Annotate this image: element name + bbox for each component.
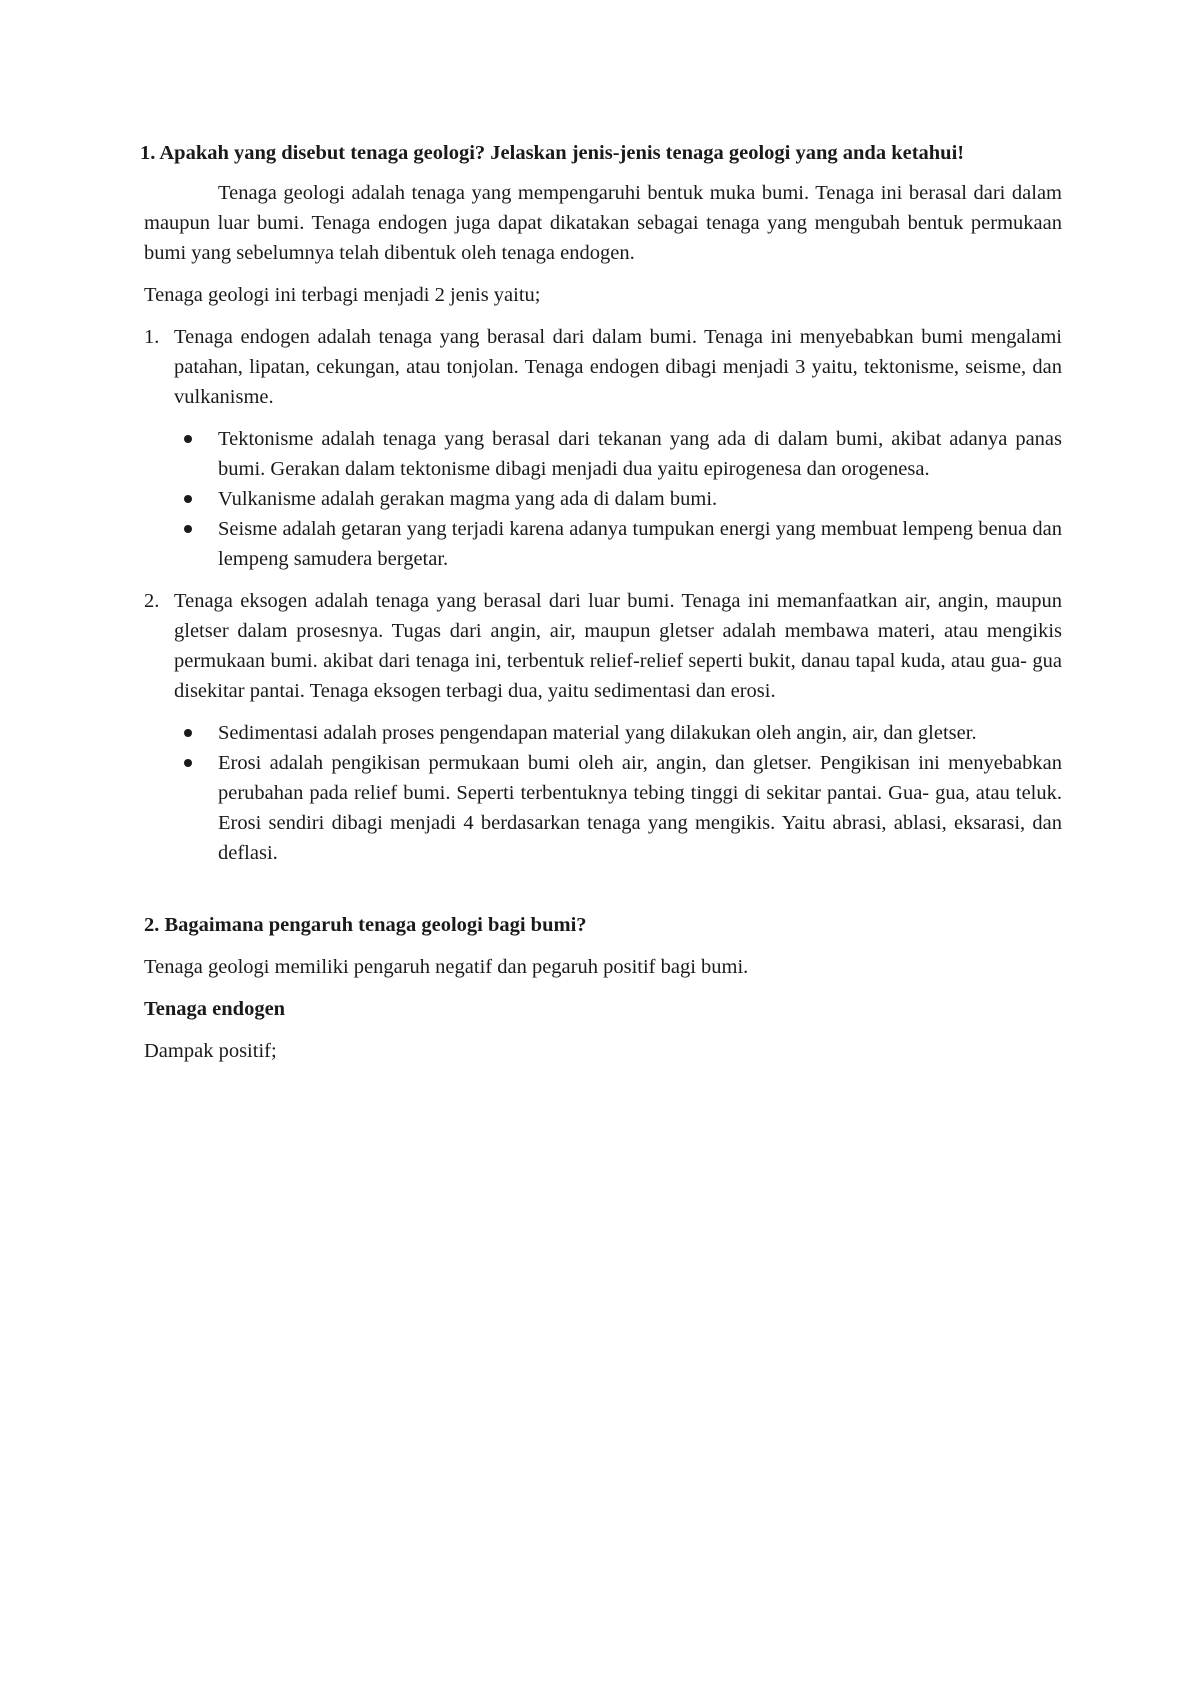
list-number: 1. [144,326,160,348]
section-spacer [144,880,1062,910]
list-item-eksogen [144,586,1062,868]
bullet-item [218,424,1062,484]
endogen-bullets [174,424,1062,574]
bullet-text: Seisme adalah getaran yang terjadi karena adanya tumpukan energi yang membuat lempeng benua dan lempeng samudera bergetar. [218,518,1062,570]
question-2-title: 2. Bagaimana pengaruh tenaga geologi bagi bumi? [144,914,587,936]
bullet-icon [184,525,192,533]
subheading-endogen: Tenaga endogen [144,998,286,1020]
list-item-endogen [144,322,1062,574]
bullet-text: Erosi adalah pengikisan permukaan bumi oleh air, angin, dan gletser. Pengikisan ini menyebabkan perubahan pada relief bumi. Seperti terbentuknya tebing tinggi di sekitar pantai. Gua- gua, atau teluk. Erosi sendiri dibagi menjadi 4 berdasarkan tenaga yang mengikis. Yaitu abrasi, ablasi, eksarasi, dan deflasi. [218,752,1062,864]
question-2-intro: Tenaga geologi memiliki pengaruh negatif dan pegaruh positif bagi bumi. [144,956,749,978]
bullet-icon [184,435,192,443]
list-number: 2. [144,590,160,612]
bullet-item [218,514,1062,574]
question-1-intro: Tenaga geologi adalah tenaga yang mempengaruhi bentuk muka bumi. Tenaga ini berasal dari dalam maupun luar bumi. Tenaga endogen juga dapat dikatakan sebagai tenaga yang mengubah bentuk permukaan bumi yang sebelumnya telah dibentuk oleh tenaga endogen. [144,182,1062,264]
list-item-text: Tenaga eksogen adalah tenaga yang berasal dari luar bumi. Tenaga ini memanfaatkan air, angin, maupun gletser dalam prosesnya. Tugas dari angin, air, maupun gletser adalah membawa materi, atau mengikis permukaan bumi. akibat dari tenaga ini, terbentuk relief-relief seperti bukit, danau tapal kuda, atau gua- gua disekitar pantai. Tenaga eksogen terbagi dua, yaitu sedimentasi dan erosi. [174,590,1062,702]
bullet-text: Tektonisme adalah tenaga yang berasal dari tekanan yang ada di dalam bumi, akibat adanya panas bumi. Gerakan dalam tektonisme dibagi menjadi dua yaitu epirogenesa dan orogenesa. [218,428,1062,480]
bullet-text: Vulkanisme adalah gerakan magma yang ada di dalam bumi. [218,488,718,510]
eksogen-bullets [174,718,1062,868]
question-1-lead: Tenaga geologi ini terbagi menjadi 2 jenis yaitu; [144,284,541,306]
question-1-title: 1. Apakah yang disebut tenaga geologi? Jelaskan jenis-jenis tenaga geologi yang anda ketahui! [140,142,965,164]
positive-impact-label: Dampak positif; [144,1040,277,1062]
bullet-item [218,484,1062,514]
force-types-list [144,322,1062,868]
bullet-icon [184,729,192,737]
bullet-icon [184,759,192,767]
bullet-item [218,718,1062,748]
bullet-text: Sedimentasi adalah proses pengendapan material yang dilakukan oleh angin, air, dan gletser. [218,722,977,744]
bullet-item [218,748,1062,868]
list-item-text: Tenaga endogen adalah tenaga yang berasal dari dalam bumi. Tenaga ini menyebabkan bumi mengalami patahan, lipatan, cekungan, atau tonjolan. Tenaga endogen dibagi menjadi 3 yaitu, tektonisme, seisme, dan vulkanisme. [174,326,1062,408]
bullet-icon [184,495,192,503]
